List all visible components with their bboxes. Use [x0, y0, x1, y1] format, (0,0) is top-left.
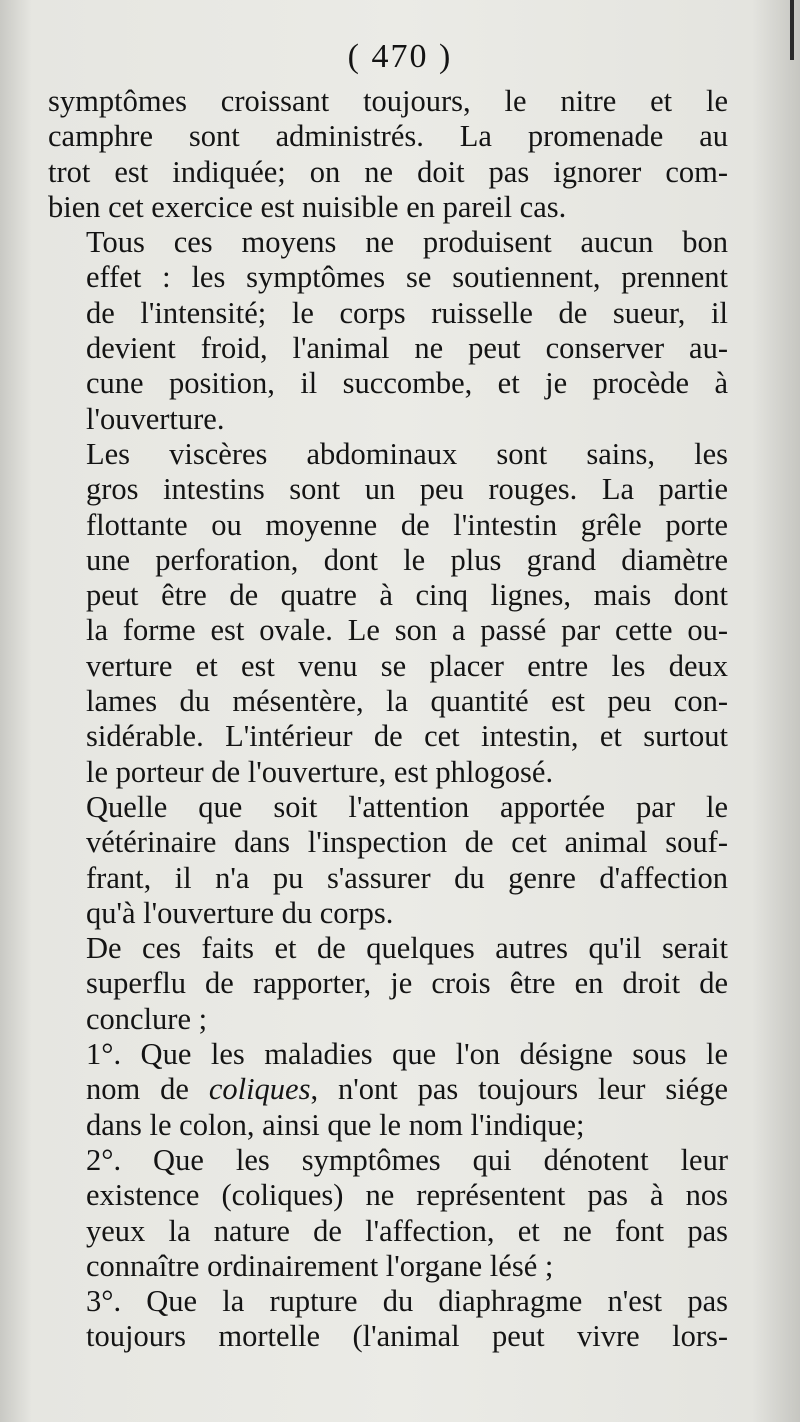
- paragraph: [48, 931, 728, 1037]
- text-line: connaître ordinairement l'organe lésé ;: [86, 1248, 554, 1283]
- paragraph: [48, 225, 728, 437]
- text-line: sidérable. L'intérieur de cet intestin, et surtout: [86, 719, 728, 754]
- text-line: De ces faits et de quelques autres qu'il serait: [86, 931, 728, 966]
- paragraph: [48, 437, 728, 790]
- text-line: nom de coliques, n'ont pas toujours leur siége: [86, 1072, 729, 1107]
- text-line: Les viscères abdominaux sont sains, les: [86, 436, 728, 471]
- text-line: une perforation, dont le plus grand diamètre: [86, 542, 728, 577]
- paragraph: [48, 790, 728, 931]
- text-line: camphre sont administrés. La promenade au: [48, 119, 728, 154]
- text-line: symptômes croissant toujours, le nitre et le: [48, 84, 728, 118]
- text-line: 2°. Que les symptômes qui dénotent leur: [86, 1142, 728, 1177]
- text-line: devient froid, l'animal ne peut conserver au-: [86, 331, 728, 366]
- text-line: Quelle que soit l'attention apportée par le: [86, 789, 728, 824]
- text-line: frant, il n'a pu s'assurer du genre d'affection: [86, 860, 728, 895]
- paragraph: [48, 1284, 728, 1355]
- text-line: vétérinaire dans l'inspection de cet animal souf-: [86, 825, 728, 860]
- text-line: la forme est ovale. Le son a passé par cette ou-: [86, 613, 728, 648]
- paragraph: [48, 1037, 728, 1143]
- text-line: verture et est venu se placer entre les deux: [86, 648, 728, 683]
- text-line: de l'intensité; le corps ruisselle de sueur, il: [86, 295, 728, 330]
- body-text: [48, 84, 728, 1355]
- text-line: Tous ces moyens ne produisent aucun bon: [86, 225, 728, 260]
- text-line: trot est indiquée; on ne doit pas ignorer com-: [48, 154, 728, 189]
- text-line: dans le colon, ainsi que le nom l'indique;: [86, 1107, 585, 1142]
- text-line: peut être de quatre à cinq lignes, mais dont: [86, 578, 728, 613]
- text-line: toujours mortelle (l'animal peut vivre lors-: [86, 1319, 728, 1354]
- page-number: ( 470 ): [347, 38, 453, 75]
- text-line: le porteur de l'ouverture, est phlogosé.: [86, 754, 554, 789]
- text-line: qu'à l'ouverture du corps.: [86, 895, 394, 930]
- text-line: existence (coliques) ne représentent pas à nos: [86, 1178, 728, 1213]
- text-line: lames du mésentère, la quantité est peu con-: [86, 684, 728, 719]
- text-line: 1°. Que les maladies que l'on désigne sous le: [86, 1037, 728, 1072]
- text-line: flottante ou moyenne de l'intestin grêle porte: [86, 507, 728, 542]
- text-line: yeux la nature de l'affection, et ne font pas: [86, 1213, 728, 1248]
- text-line: 3°. Que la rupture du diaphragme n'est pas: [86, 1284, 728, 1319]
- text-line: superflu de rapporter, je crois être en droit de: [86, 966, 728, 1001]
- text-line: effet : les symptômes se soutiennent, prennent: [86, 260, 728, 295]
- paragraph: [48, 84, 728, 225]
- text-line: bien cet exercice est nuisible en pareil cas.: [48, 189, 567, 224]
- text-line: gros intestins sont un peu rouges. La partie: [86, 472, 728, 507]
- text-line: l'ouverture.: [86, 401, 225, 436]
- text-line: cune position, il succombe, et je procède à: [86, 366, 728, 401]
- text-line: conclure ;: [86, 1001, 208, 1036]
- paragraph: [48, 1143, 728, 1284]
